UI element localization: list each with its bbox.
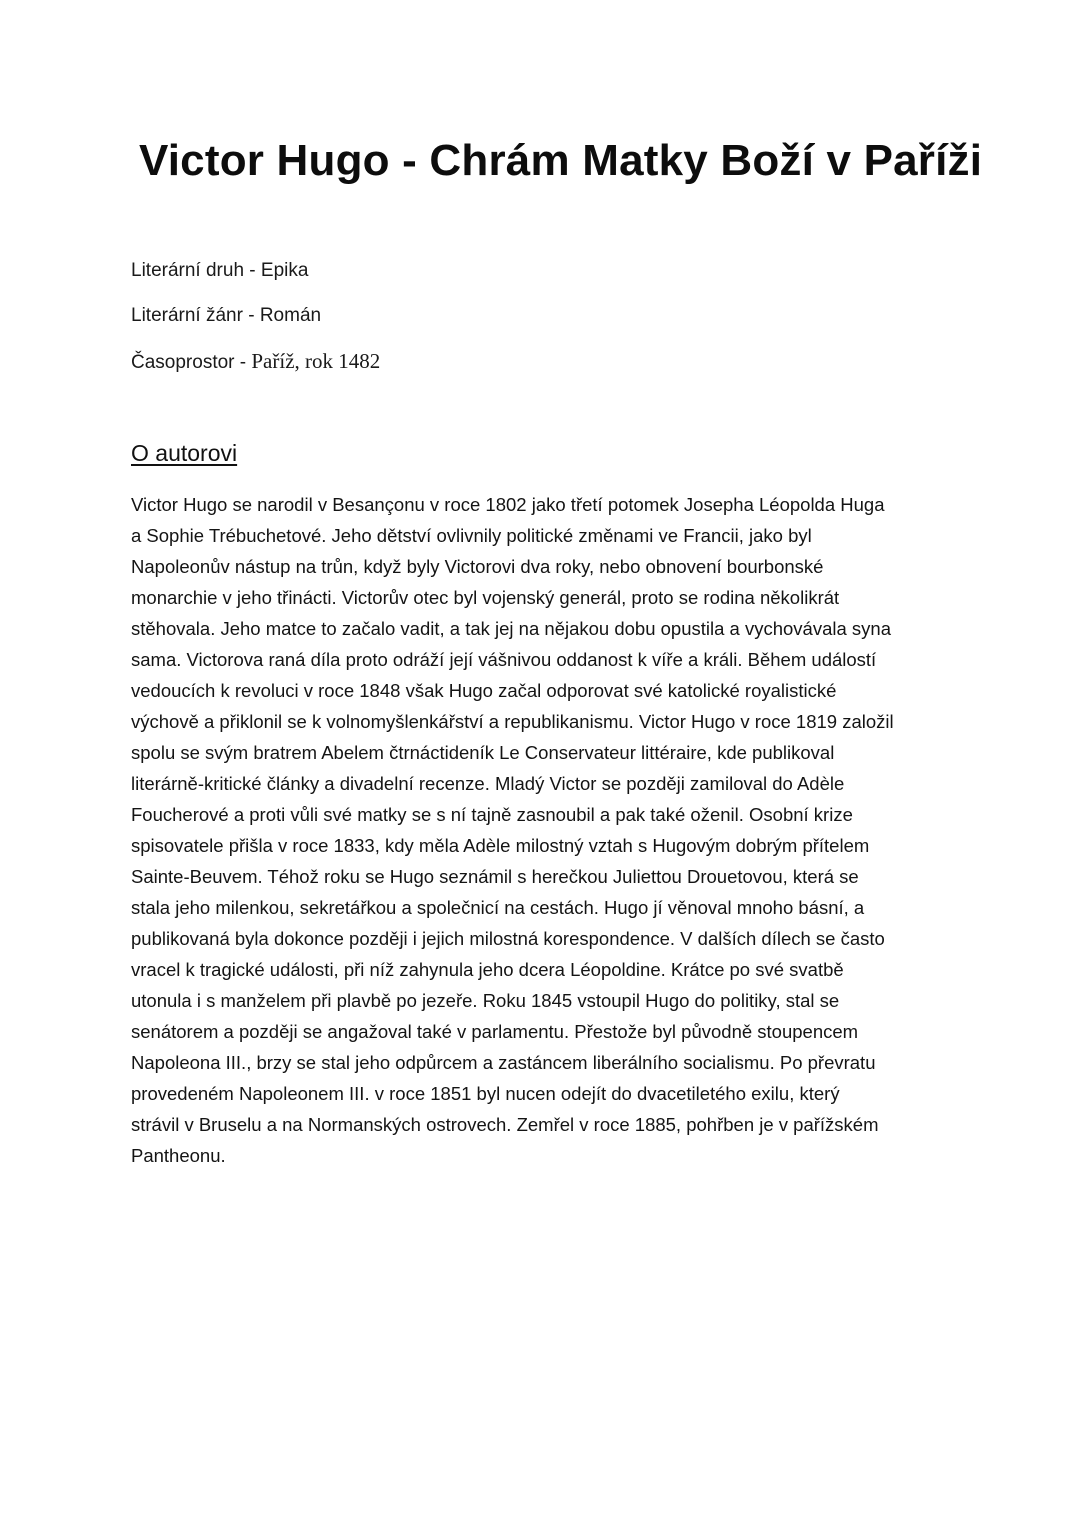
meta-literary-type: [131, 258, 308, 284]
body-line: stěhovala. Jeho matce to začalo vadit, a tak jej na nějakou dobu opustila a vychovávala syna: [131, 618, 891, 639]
body-line: sama. Victorova raná díla proto odráží její vášnivou oddanost k víře a králi. Během událostí: [131, 649, 877, 670]
body-line: provedeném Napoleonem III. v roce 1851 byl nucen odejít do dvacetiletého exilu, který: [131, 1083, 840, 1104]
body-line: Sainte-Beuvem. Téhož roku se Hugo seznámil s herečkou Juliettou Drouetovou, která se: [131, 866, 859, 887]
body-line: vracel k tragické události, při níž zahynula jeho dcera Léopoldine. Krátce po své svatbě: [131, 959, 844, 980]
section-heading-about-author: O autorovi: [131, 440, 238, 466]
body-line: monarchie v jeho třinácti. Victorův otec byl vojenský generál, proto se rodina několikrát: [131, 587, 840, 608]
body-line: Napoleonův nástup na trůn, když byly Victorovi dva roky, nebo obnovení bourbonské: [131, 556, 824, 577]
body-line: vedoucích k revoluci v roce 1848 však Hugo začal odporovat své katolické royalistické: [131, 680, 837, 701]
body-line: publikovaná byla dokonce později i jejich milostná korespondence. V dalších dílech se často: [131, 928, 885, 949]
body-line: utonula i s manželem při plavbě po jezeře. Roku 1845 vstoupil Hugo do politiky, stal se: [131, 990, 840, 1011]
meta-label: Časoprostor -: [131, 352, 252, 373]
meta-value: Epika: [260, 260, 309, 281]
document-title: Victor Hugo - Chrám Matky Boží v Paříži: [139, 136, 983, 185]
meta-time-space: [131, 348, 380, 376]
meta-value: Paříž, rok 1482: [251, 349, 381, 373]
body-line: strávil v Bruselu a na Normanských ostrovech. Zemřel v roce 1885, pohřben je v pařížském: [131, 1114, 879, 1135]
meta-literary-genre: [131, 303, 321, 329]
body-line: a Sophie Trébuchetové. Jeho dětství ovlivnily politické změnami ve Francii, jako byl: [131, 525, 812, 546]
body-line: Victor Hugo se narodil v Besançonu v roce 1802 jako třetí potomek Josepha Léopolda Huga: [131, 494, 885, 515]
body-line: Foucherové a proti vůli své matky se s ní tajně zasnoubil a pak také oženil. Osobní krize: [131, 804, 853, 825]
body-line: Napoleona III., brzy se stal jeho odpůrcem a zastáncem liberálního socialismu. Po převratu: [131, 1052, 876, 1073]
meta-value: Román: [259, 305, 322, 326]
meta-label: Literární žánr -: [131, 305, 260, 326]
author-biography: [131, 489, 961, 1171]
body-line: výchově a přiklonil se k volnomyšlenkářství a republikanismu. Victor Hugo v roce 1819 založil: [131, 711, 894, 732]
body-line: spolu se svým bratrem Abelem čtrnáctideník Le Conservateur littéraire, kde publikoval: [131, 742, 835, 763]
body-line: stala jeho milenkou, sekretářkou a společnicí na cestách. Hugo jí věnoval mnoho básní, a: [131, 897, 865, 918]
meta-label: Literární druh -: [131, 260, 261, 281]
body-line: senátorem a později se angažoval také v parlamentu. Přestože byl původně stoupencem: [131, 1021, 859, 1042]
body-line: Pantheonu.: [131, 1145, 226, 1166]
body-line: literárně-kritické články a divadelní recenze. Mladý Victor se později zamiloval do Adèle: [131, 773, 845, 794]
body-line: spisovatele přišla v roce 1833, kdy měla Adèle milostný vztah s Hugovým dobrým přítelem: [131, 835, 870, 856]
